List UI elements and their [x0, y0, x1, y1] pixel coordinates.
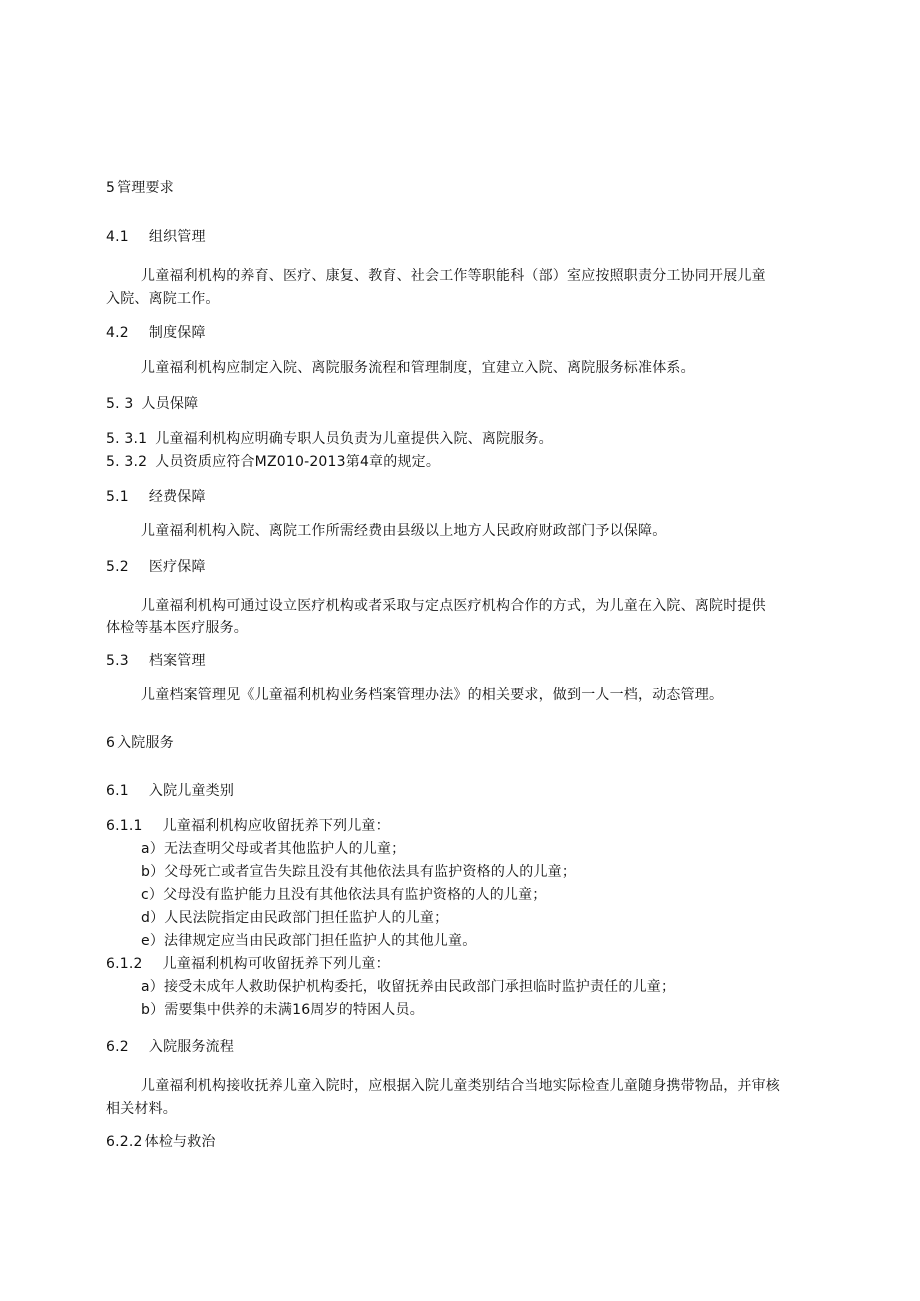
chapter-number: 6 [106, 735, 116, 751]
clause-text: 儿童福利机构应明确专职人员负责为儿童提供入院、离院服务。 [155, 431, 553, 447]
section-5-1-heading [106, 486, 206, 508]
paragraph-line: 相关材料。 [106, 1101, 177, 1117]
section-number: 5.3 [106, 653, 129, 669]
list-item: e）法律规定应当由民政部门担任监护人的其他儿童。 [141, 933, 477, 949]
section-number: 5. 3 [106, 396, 134, 412]
section-number: 4.1 [106, 229, 129, 245]
section-4-2-heading [106, 322, 206, 344]
section-title: 组织管理 [148, 229, 206, 245]
clause-text: 儿童福利机构应收留抚养下列儿童： [162, 818, 390, 834]
section-title: 人员保障 [141, 396, 199, 412]
clause-6-1-1 [106, 815, 390, 837]
clause-text: 人员资质应符合MZ010-2013第4章的规定。 [155, 454, 441, 470]
section-number: 5.1 [106, 489, 129, 505]
chapter-title: 入院服务 [117, 735, 174, 751]
section-number: 6.2 [106, 1039, 129, 1055]
section-5-3-heading [106, 393, 198, 415]
list-item: a）无法查明父母或者其他监护人的儿童； [141, 841, 406, 857]
list-item: c）父母没有监护能力且没有其他依法具有监护资格的人的儿童； [141, 887, 547, 903]
list-item: a）接受未成年人救助保护机构委托，收留抚养由民政部门承担临时监护责任的儿童； [141, 979, 676, 995]
section-5-2-heading [106, 556, 206, 578]
chapter-number: 5 [106, 180, 116, 196]
list-item: b）需要集中供养的未满16周岁的特困人员。 [141, 1002, 424, 1018]
section-title: 医疗保障 [148, 559, 206, 575]
paragraph-line: 体检等基本医疗服务。 [106, 620, 248, 636]
section-title: 入院儿童类别 [148, 783, 235, 799]
section-5-3b-heading [106, 650, 206, 672]
section-6-1-heading [106, 780, 234, 802]
section-title: 入院服务流程 [148, 1039, 235, 1055]
section-number: 4.2 [106, 325, 129, 341]
clause-title: 体检与救治 [144, 1134, 216, 1150]
chapter-6-heading [106, 732, 174, 754]
section-number: 5.2 [106, 559, 129, 575]
section-title: 经费保障 [148, 489, 206, 505]
paragraph-line: 儿童福利机构应制定入院、离院服务流程和管理制度，宜建立入院、离院服务标准体系。 [141, 360, 695, 376]
paragraph-line: 入院、离院工作。 [106, 291, 220, 307]
clause-number: 5. 3.2 [106, 454, 148, 470]
list-item: b）父母死亡或者宣告失踪且没有其他依法具有监护资格的人的儿童； [141, 864, 577, 880]
clause-6-2-2-heading [106, 1131, 216, 1153]
chapter-5-heading [106, 177, 174, 199]
paragraph-line: 儿童福利机构入院、离院工作所需经费由县级以上地方人民政府财政部门予以保障。 [141, 523, 667, 539]
clause-5-3-1 [106, 428, 553, 450]
section-title: 档案管理 [148, 653, 206, 669]
clause-number: 6.1.1 [106, 818, 143, 834]
paragraph-line: 儿童福利机构接收抚养儿童入院时，应根据入院儿童类别结合当地实际检查儿童随身携带物品，并审核 [141, 1078, 780, 1094]
chapter-title: 管理要求 [117, 180, 174, 196]
clause-text: 儿童福利机构可收留抚养下列儿童： [162, 956, 390, 972]
section-number: 6.1 [106, 783, 129, 799]
clause-5-3-2 [106, 451, 440, 473]
clause-6-1-2 [106, 953, 390, 975]
clause-number: 6.1.2 [106, 956, 143, 972]
section-4-1-heading [106, 226, 206, 248]
section-title: 制度保障 [148, 325, 206, 341]
clause-number: 5. 3.1 [106, 431, 148, 447]
clause-number: 6.2.2 [106, 1134, 143, 1150]
list-item: d）人民法院指定由民政部门担任监护人的儿童； [141, 910, 449, 926]
paragraph-line: 儿童福利机构可通过设立医疗机构或者采取与定点医疗机构合作的方式，为儿童在入院、离院时提供 [141, 598, 766, 614]
section-6-2-heading [106, 1036, 234, 1058]
paragraph-line: 儿童档案管理见《儿童福利机构业务档案管理办法》的相关要求，做到一人一档，动态管理。 [141, 687, 724, 703]
paragraph-line: 儿童福利机构的养育、医疗、康复、教育、社会工作等职能科（部）室应按照职责分工协同开展儿童 [141, 268, 766, 284]
